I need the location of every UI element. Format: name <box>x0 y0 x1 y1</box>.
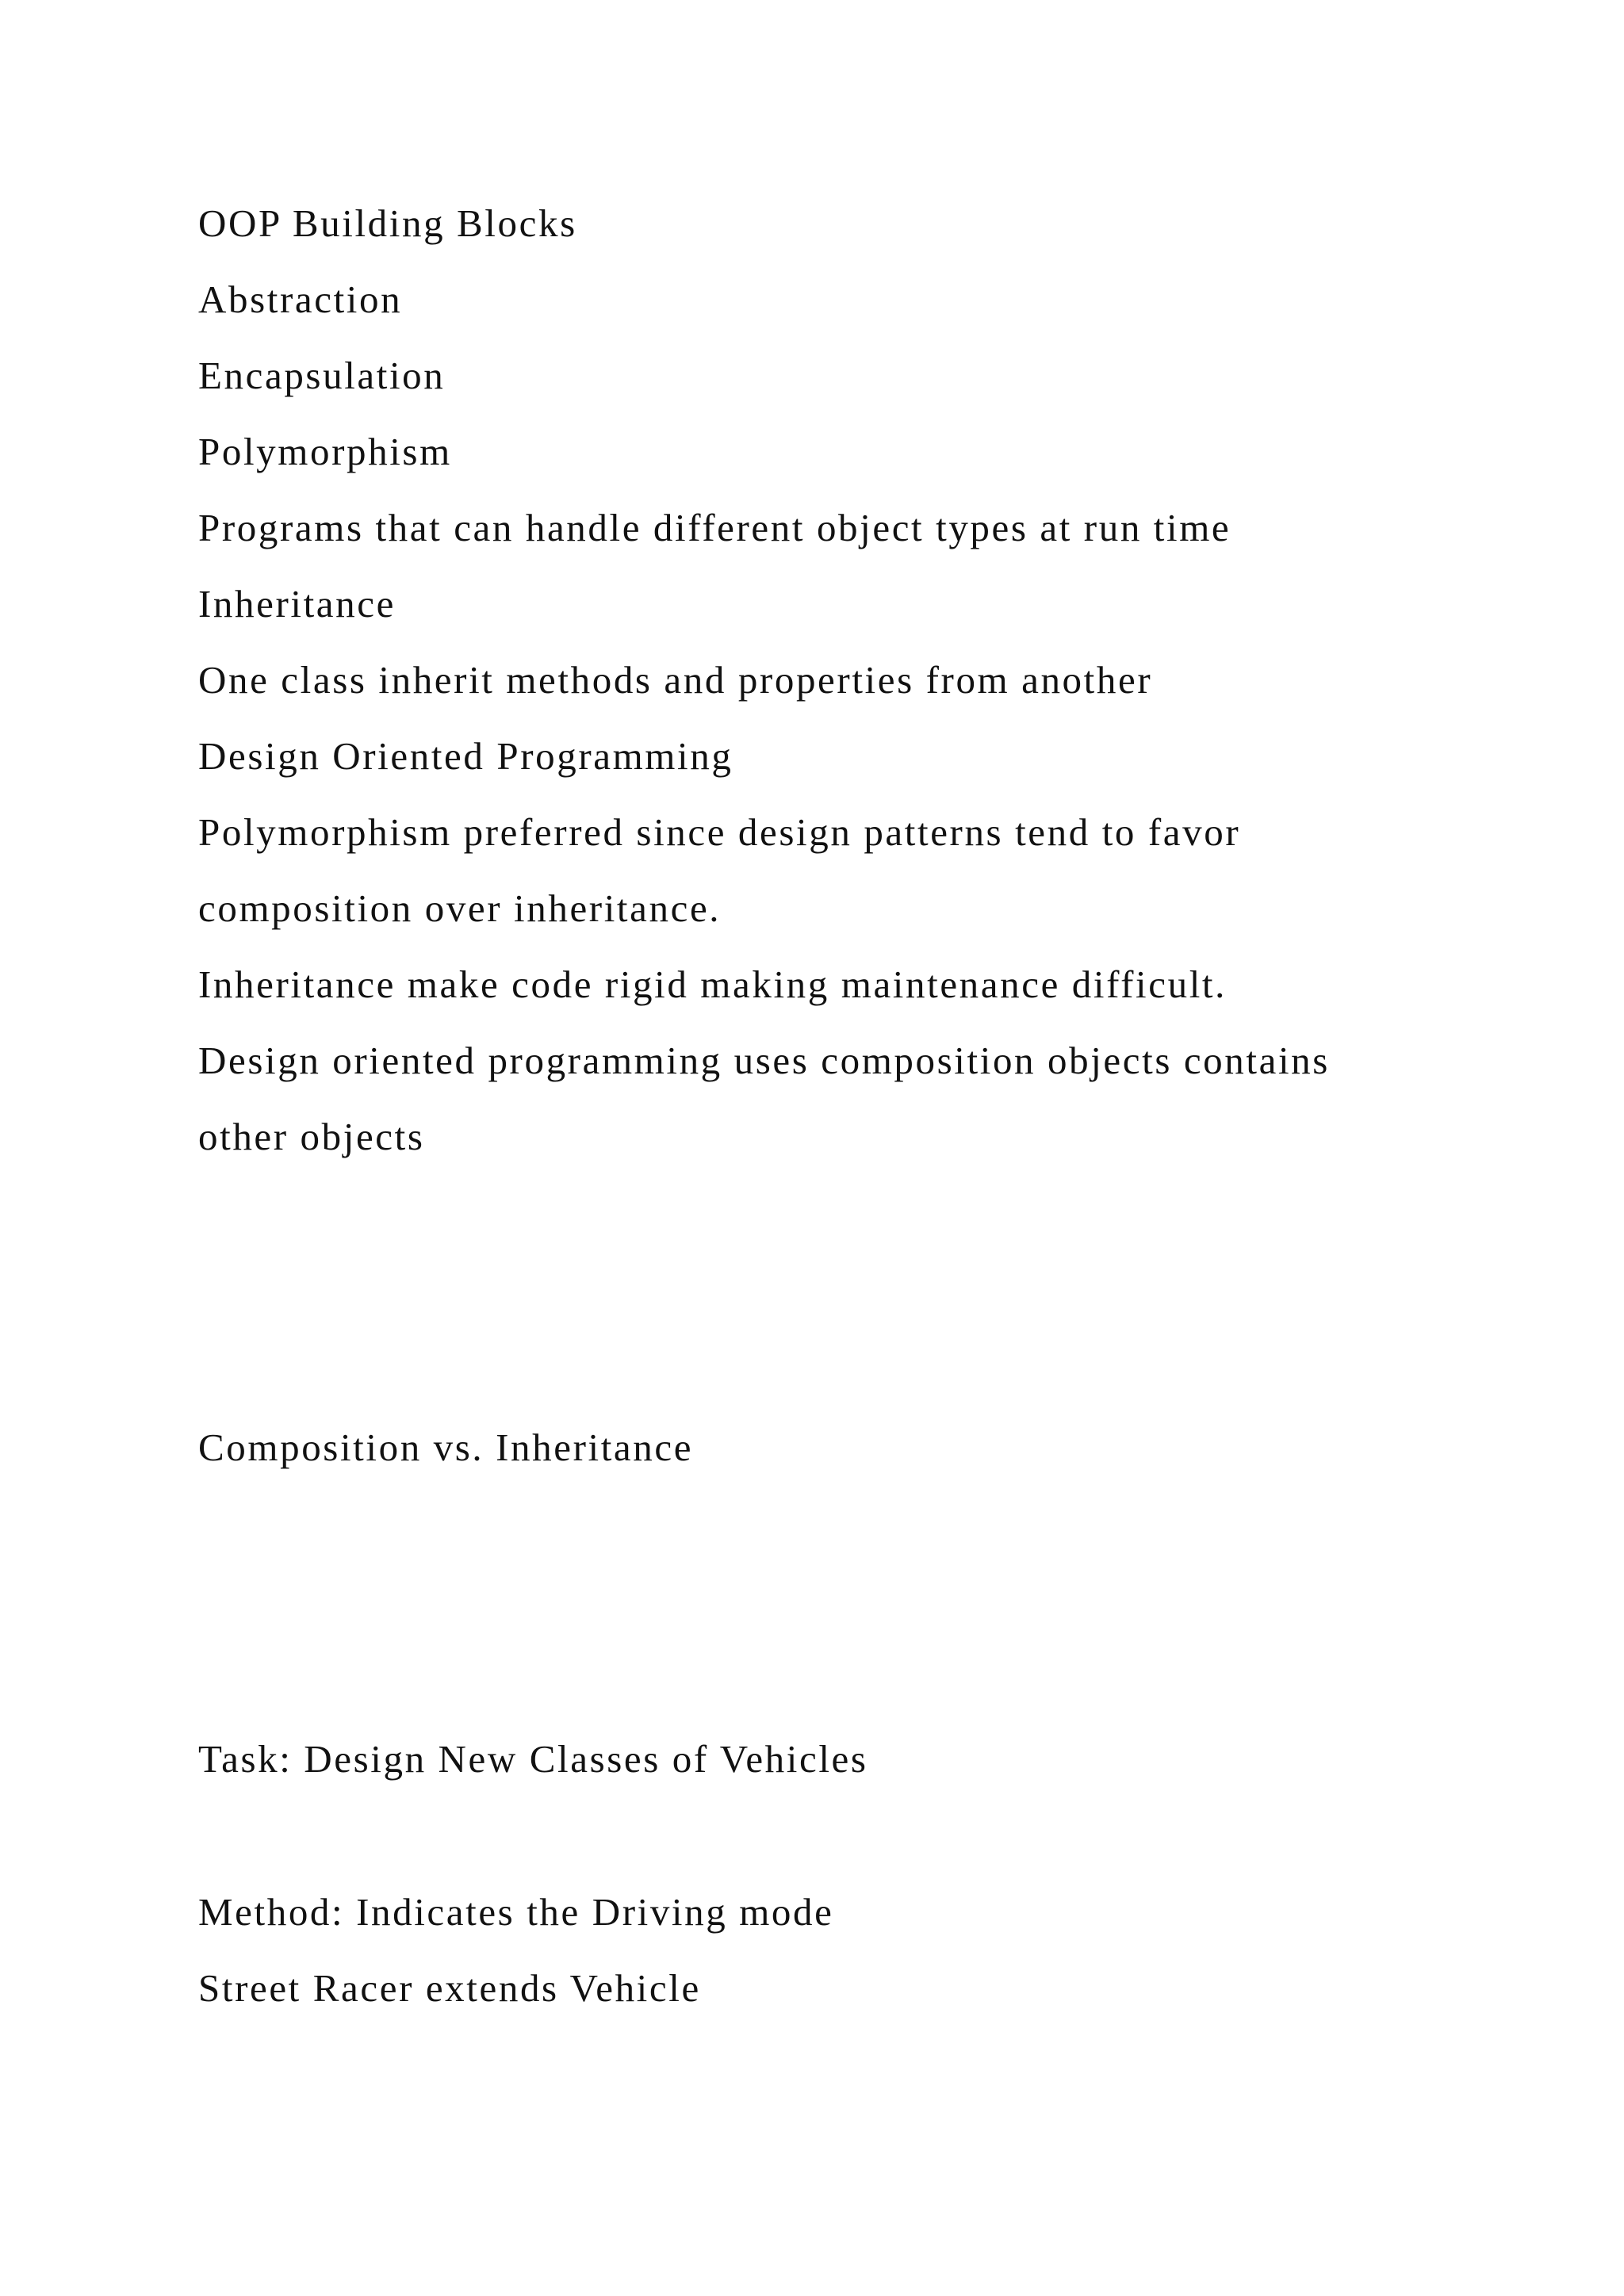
text-line: Polymorphism preferred since design patterns tend to favor <box>198 810 1241 854</box>
text-line: Inheritance make code rigid making maintenance difficult. <box>198 962 1227 1006</box>
text-line: Design Oriented Programming <box>198 734 733 778</box>
text-line: One class inherit methods and properties from another <box>198 658 1153 702</box>
text-line: Encapsulation <box>198 354 446 397</box>
text-line: other objects <box>198 1115 425 1158</box>
text-line: Method: Indicates the Driving mode <box>198 1890 834 1934</box>
text-line: Abstraction <box>198 277 403 321</box>
text-line: Task: Design New Classes of Vehicles <box>198 1737 868 1781</box>
text-line: Polymorphism <box>198 430 452 473</box>
heading-oop-building-blocks: OOP Building Blocks <box>198 201 577 245</box>
text-line: Design oriented programming uses composition objects contains <box>198 1039 1330 1082</box>
text-line: composition over inheritance. <box>198 886 722 930</box>
text-line: Programs that can handle different object types at run time <box>198 506 1231 549</box>
text-line: Inheritance <box>198 582 396 626</box>
heading-composition-vs-inheritance: Composition vs. Inheritance <box>198 1425 694 1469</box>
text-line: Street Racer extends Vehicle <box>198 1966 701 2010</box>
